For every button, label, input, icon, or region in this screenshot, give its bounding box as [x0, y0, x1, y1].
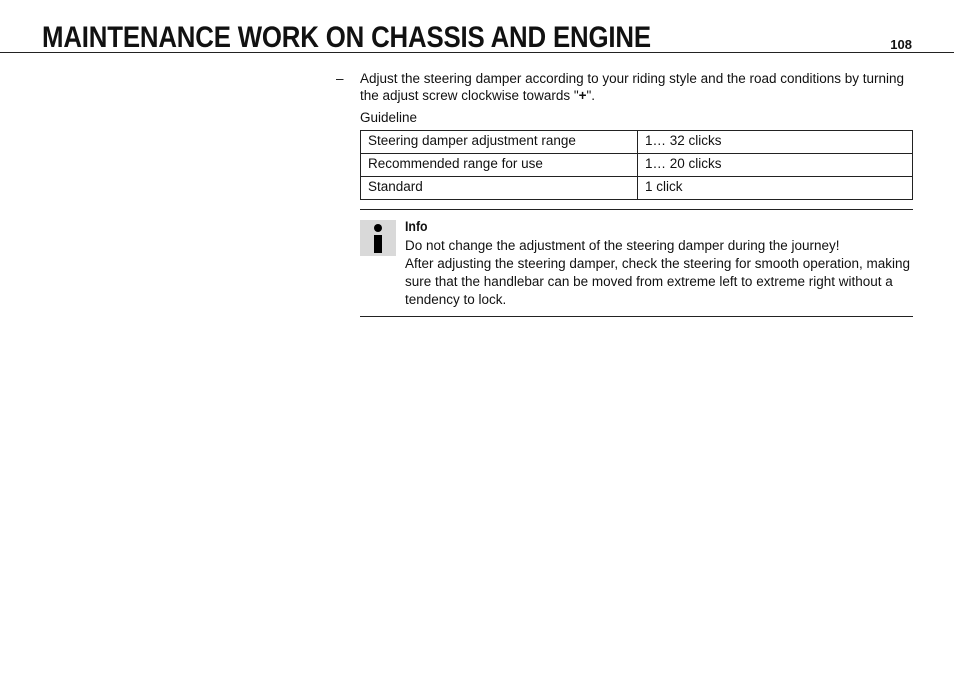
step-text	[360, 70, 916, 104]
info-title: Info	[405, 218, 428, 234]
table-row	[361, 154, 913, 177]
table-cell-label: Steering damper adjustment range	[361, 131, 638, 154]
guideline-table	[360, 130, 913, 200]
instruction-step	[336, 70, 916, 104]
table-cell-label: Recommended range for use	[361, 154, 638, 177]
table-cell-label: Standard	[361, 177, 638, 200]
info-body	[405, 237, 913, 309]
info-line: Do not change the adjustment of the steering damper during the journey!	[405, 238, 840, 253]
table-cell-value: 1… 32 clicks	[638, 131, 913, 154]
table-cell-value: 1 click	[638, 177, 913, 200]
table-row	[361, 177, 913, 200]
table-row	[361, 131, 913, 154]
page-header	[0, 0, 954, 53]
info-line: After adjusting the steering damper, check the steering for smooth operation, making sure that the handlebar can be moved from extreme left to extreme right without a tendency to lock.	[405, 256, 911, 307]
step-text-end: ".	[586, 88, 596, 103]
page-number: 108	[890, 37, 912, 52]
info-icon	[360, 220, 396, 256]
info-icon-dot	[374, 224, 382, 232]
info-box	[360, 209, 913, 317]
guideline-label: Guideline	[360, 110, 418, 125]
table-cell-value: 1… 20 clicks	[638, 154, 913, 177]
page-title: MAINTENANCE WORK ON CHASSIS AND ENGINE	[42, 21, 651, 54]
info-icon-bar	[374, 235, 382, 253]
step-bullet: –	[336, 71, 344, 86]
plus-symbol: +	[578, 88, 587, 103]
step-text-start: Adjust the steering damper according to your riding style and the road conditions by turning the adjust screw clockwise towards "	[360, 71, 905, 103]
